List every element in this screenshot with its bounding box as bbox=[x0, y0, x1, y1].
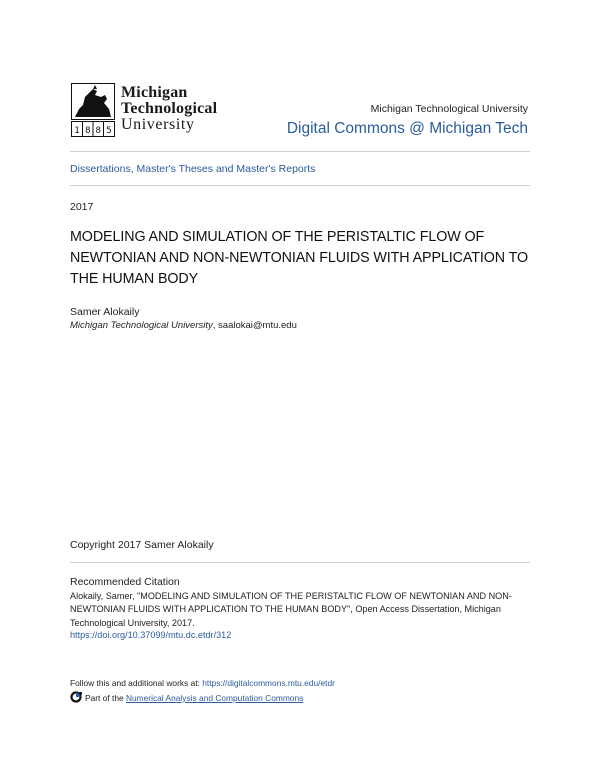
digital-commons-network-icon bbox=[70, 691, 83, 703]
logo-line-technological: Technological bbox=[121, 100, 218, 117]
logo-line-michigan: Michigan bbox=[121, 84, 188, 101]
logo-year-digit: 5 bbox=[106, 126, 112, 136]
publication-year: 2017 bbox=[70, 201, 94, 213]
repository-institution: Michigan Technological University bbox=[370, 103, 528, 115]
author-institution: Michigan Technological University bbox=[70, 320, 213, 331]
copyright-notice: Copyright 2017 Samer Alokaily bbox=[70, 539, 214, 551]
recommended-citation-heading: Recommended Citation bbox=[70, 576, 180, 588]
follow-prefix: Follow this and additional works at: bbox=[70, 678, 200, 688]
repository-name-link[interactable]: Digital Commons @ Michigan Tech bbox=[286, 120, 528, 137]
document-title: MODELING AND SIMULATION OF THE PERISTALTIC FLOW OF NEWTONIAN AND NON-NEWTONIAN FLUIDS WITH APPLICATION TO THE HUMAN BODY bbox=[70, 229, 528, 287]
part-of-link[interactable]: Numerical Analysis and Computation Commons bbox=[125, 693, 304, 703]
author-affiliation: Michigan Technological University, saalokai@mtu.edu bbox=[70, 320, 297, 331]
header-divider bbox=[70, 151, 530, 152]
university-logo bbox=[71, 83, 241, 137]
collection-link[interactable]: Dissertations, Master's Theses and Master's Reports bbox=[70, 163, 316, 175]
follow-link[interactable]: https://digitalcommons.mtu.edu/etdr bbox=[202, 678, 335, 688]
logo-year-digit: 1 bbox=[74, 126, 80, 136]
part-of-prefix: Part of the bbox=[85, 693, 124, 703]
logo-year-digit: 8 bbox=[95, 126, 101, 136]
collection-divider bbox=[70, 185, 530, 186]
doi-link[interactable]: https://doi.org/10.37099/mtu.dc.etdr/312 bbox=[70, 630, 232, 640]
husky-dog-emblem-icon bbox=[71, 83, 115, 137]
logo-line-university: University bbox=[121, 116, 195, 133]
part-of-line bbox=[70, 691, 303, 703]
author-name: Samer Alokaily bbox=[70, 306, 140, 318]
citation-divider bbox=[70, 562, 530, 563]
recommended-citation-text: Alokaily, Samer, "MODELING AND SIMULATION OF THE PERISTALTIC FLOW OF NEWTONIAN AND NON-NEWTONIAN FLUIDS WITH APPLICATION TO THE HUMAN BODY", Open Access Dissertation, Michigan Technological University, 2017. bbox=[70, 591, 512, 628]
follow-line bbox=[70, 678, 335, 688]
author-email[interactable]: saalokai@mtu.edu bbox=[218, 320, 297, 331]
logo-year-digit: 8 bbox=[85, 126, 91, 136]
